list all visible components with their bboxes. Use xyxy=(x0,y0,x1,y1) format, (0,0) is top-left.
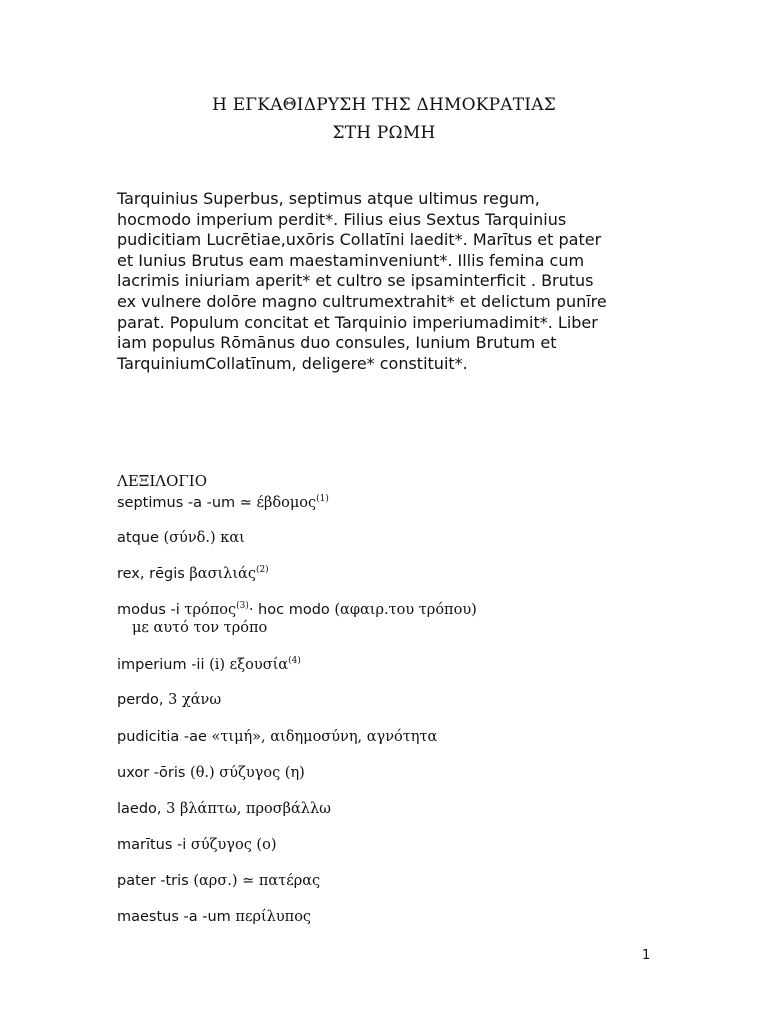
vocab-greek: «τιμή», αιδημοσύνη, αγνότητα xyxy=(206,729,438,745)
document-title-line-1: Η ΕΓΚΑΘΙΔΡΥΣΗ ΤΗΣ ΔΗΜΟΚΡΑΤΙΑΣ xyxy=(212,95,556,115)
vocab-latin: pudicitia -ae xyxy=(117,729,207,745)
vocab-entry-pudicitia xyxy=(117,729,437,745)
vocab-entry-imperium xyxy=(117,656,301,673)
footnote-ref: (3) xyxy=(236,601,249,611)
vocab-latin: laedo, xyxy=(117,801,162,817)
vocab-entry-uxor xyxy=(117,765,305,781)
passage-line: hocmodo imperium perdit*. Filius eius Sextus Tarquinius xyxy=(117,209,567,229)
vocab-latin: rex, rēgis xyxy=(117,566,185,582)
footnote-ref: (1) xyxy=(316,494,329,504)
vocab-latin: maestus -a -um xyxy=(117,909,231,925)
passage-line: Tarquinius Superbus, septimus atque ultimus regum, xyxy=(117,189,540,208)
vocab-greek: (σύνδ.) και xyxy=(158,530,245,546)
vocab-latin: perdo, xyxy=(117,692,164,708)
vocab-latin: modus -i xyxy=(117,602,180,618)
vocabulary-heading: ΛΕΞΙΛΟΓΙΟ xyxy=(117,472,208,490)
vocab-greek: βασιλιάς xyxy=(184,566,256,582)
vocab-greek-phrase: (αφαιρ.του τρόπου) xyxy=(329,602,477,618)
vocab-greek: (αρσ.) ≃ πατέρας xyxy=(188,873,321,889)
passage-line: ex vulnere dolōre magno cultrumextrahit* et delictum punīre xyxy=(117,291,607,311)
vocab-continuation: με αυτό τον τρόπο xyxy=(132,620,268,636)
footnote-ref: (2) xyxy=(255,565,269,575)
vocab-greek: (i) εξουσία xyxy=(204,657,289,673)
vocab-greek: τρόπος xyxy=(179,602,237,618)
vocab-greek: περίλυπος xyxy=(230,909,312,925)
passage-line: pudicitiam Lucrētiae,uxōris Collatīni laedit*. Marītus et pater xyxy=(117,230,602,250)
page-number: 1 xyxy=(642,948,651,963)
vocab-entry-pater xyxy=(117,873,320,889)
vocab-latin-phrase: hoc modo xyxy=(253,602,330,618)
vocab-entry-maestus xyxy=(117,909,311,925)
vocab-greek: σύζυγος (ο) xyxy=(186,837,277,853)
passage-line: lacrimis iniuriam aperit* et cultro se ipsaminterficit . Brutus xyxy=(117,271,594,291)
vocab-latin: imperium -ii xyxy=(117,657,205,673)
vocab-entry-maritus xyxy=(117,837,276,853)
vocab-entry-modus xyxy=(117,601,477,636)
document-title-line-2: ΣΤΗ ΡΩΜΗ xyxy=(332,123,436,143)
passage-line: iam populus Rōmānus duo consules, Iunium Brutum et xyxy=(117,333,557,353)
vocab-latin: septimus -a -um ≃ xyxy=(117,495,252,511)
vocab-latin: uxor -ōris xyxy=(117,765,186,781)
vocab-entry-rex xyxy=(117,565,269,582)
vocab-greek: (θ.) σύζυγος (η) xyxy=(185,765,305,781)
vocab-entry-atque xyxy=(117,530,245,546)
passage-line: et Iunius Brutus eam maestaminveniunt*. Illis femina cum xyxy=(117,250,585,270)
vocab-latin: atque xyxy=(117,530,159,546)
vocab-entry-laedo xyxy=(117,801,331,817)
vocab-latin: pater -tris xyxy=(117,873,189,889)
vocab-entry-septimus xyxy=(117,494,329,511)
passage-line: TarquiniumCollatīnum, deligere* constituit*. xyxy=(117,353,468,373)
vocab-greek: 3 χάνω xyxy=(163,692,222,708)
vocab-entry-perdo xyxy=(117,692,221,708)
latin-passage xyxy=(117,189,677,374)
vocab-greek: 3 βλάπτω, προσβάλλω xyxy=(161,801,331,817)
vocab-latin: marītus -i xyxy=(117,837,187,853)
vocab-separator: · xyxy=(248,602,254,618)
footnote-ref: (4) xyxy=(288,656,301,666)
passage-line: parat. Populum concitat et Tarquinio imperiumadimit*. Liber xyxy=(117,312,598,332)
vocab-greek: έβδομος xyxy=(251,495,317,511)
